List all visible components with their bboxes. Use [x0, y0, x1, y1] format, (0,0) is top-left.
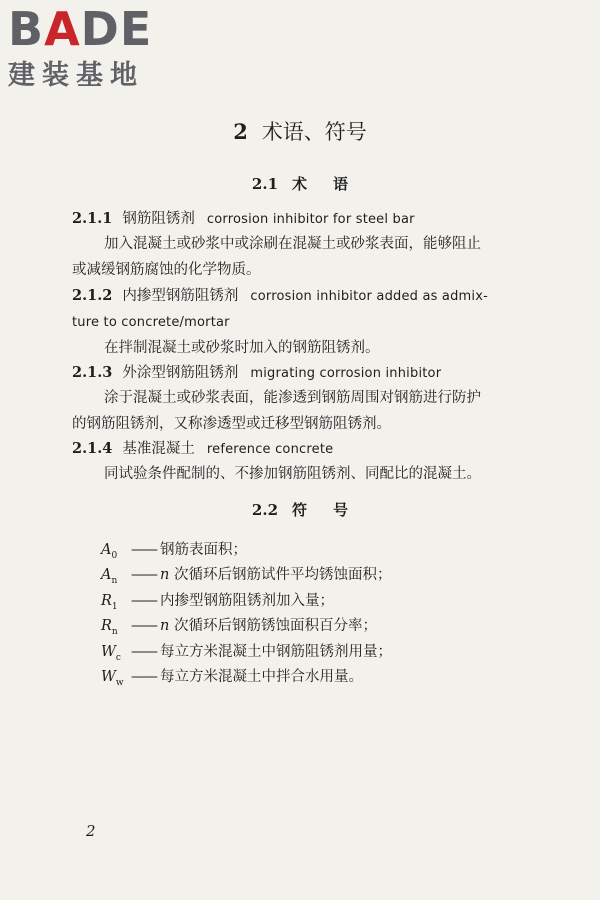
chapter-title-text: 术语、符号: [261, 120, 367, 144]
term-chinese: 钢筋阻锈剂: [122, 211, 195, 227]
symbol-description: n 次循环后钢筋锈蚀面积百分率；: [160, 618, 377, 634]
logo-subtitle: 建装基地: [8, 60, 144, 91]
section-title-char: 术: [292, 175, 308, 193]
chapter-number: 2: [233, 119, 248, 144]
symbol-description: 钢筋表面积；: [160, 542, 247, 558]
logo-wordmark: [8, 4, 152, 54]
term-definition-line: 的钢筋阻锈剂，又称渗透型或迁移型钢筋阻锈剂。: [72, 416, 391, 432]
symbol: $A_n$: [101, 567, 118, 586]
term-english: corrosion inhibitor added as admix-: [250, 289, 489, 304]
symbol-description: n 次循环后钢筋试件平均锈蚀面积；: [160, 567, 392, 583]
section-number: 2.1: [251, 175, 279, 193]
term-heading: [72, 363, 532, 384]
term-definition-line: 加入混凝土或砂浆中或涂刷在混凝土或砂浆表面，能够阻止: [104, 236, 481, 252]
symbol-row: $W_w$ —— 每立方米混凝土中拌合水用量。: [101, 666, 363, 694]
symbol-description: 每立方米混凝土中钢筋阻锈剂用量；: [160, 644, 392, 660]
logo-letter-a: A: [44, 2, 81, 56]
symbol: $W_c$: [101, 644, 121, 663]
bade-logo: [8, 4, 183, 96]
term-number: 2.1.2: [72, 287, 113, 304]
term-english: reference concrete: [206, 442, 334, 457]
term-chinese: 基准混凝土: [122, 441, 195, 457]
term-number: 2.1.1: [72, 210, 113, 227]
symbol-row: $A_0$ —— 钢筋表面积；: [101, 539, 247, 567]
logo-letter-b: B: [8, 2, 45, 56]
chapter-title: [0, 118, 600, 146]
section-heading-terms: [0, 174, 600, 194]
symbol-row: $R_n$ —— n 次循环后钢筋锈蚀面积百分率；: [101, 615, 377, 643]
term-number: 2.1.4: [72, 440, 113, 457]
section-number: 2.2: [251, 501, 279, 519]
term-chinese: 内掺型钢筋阻锈剂: [122, 288, 239, 304]
term-definition-line: 涂于混凝土或砂浆表面，能渗透到钢筋周围对钢筋进行防护: [104, 390, 481, 406]
symbol-description: 每立方米混凝土中拌合水用量。: [160, 669, 363, 685]
term-english-continued: ture to concrete/mortar: [72, 315, 230, 330]
term-number: 2.1.3: [72, 364, 113, 381]
section-title-char: 符: [292, 501, 308, 519]
term-heading: [72, 209, 532, 230]
symbol: $A_0$: [101, 542, 118, 561]
symbol-row: $W_c$ —— 每立方米混凝土中钢筋阻锈剂用量；: [101, 641, 392, 669]
term-definition-line: 或减缓钢筋腐蚀的化学物质。: [72, 262, 261, 278]
section-title-char: 语: [333, 175, 349, 193]
term-heading: [72, 286, 532, 307]
page-number: 2: [86, 822, 96, 840]
term-definition-line: 同试验条件配制的、不掺加钢筋阻锈剂、同配比的混凝土。: [104, 466, 481, 482]
section-title-char: 号: [333, 501, 349, 519]
symbol-row: $A_n$ —— n 次循环后钢筋试件平均锈蚀面积；: [101, 564, 391, 592]
symbol: $W_w$: [101, 669, 124, 688]
logo-letters-de: DE: [80, 2, 153, 56]
term-heading: [72, 439, 532, 460]
symbol: $R_1$: [101, 593, 118, 612]
symbol-row: $R_1$ —— 内掺型钢筋阻锈剂加入量；: [101, 590, 334, 618]
term-definition-line: 在拌制混凝土或砂浆时加入的钢筋阻锈剂。: [104, 340, 380, 356]
symbol: $R_n$: [101, 618, 118, 637]
term-english: corrosion inhibitor for steel bar: [206, 212, 415, 227]
term-english: migrating corrosion inhibitor: [250, 366, 442, 381]
section-heading-symbols: [0, 500, 600, 520]
symbol-description: 内掺型钢筋阻锈剂加入量；: [160, 593, 334, 609]
term-chinese: 外涂型钢筋阻锈剂: [122, 365, 239, 381]
